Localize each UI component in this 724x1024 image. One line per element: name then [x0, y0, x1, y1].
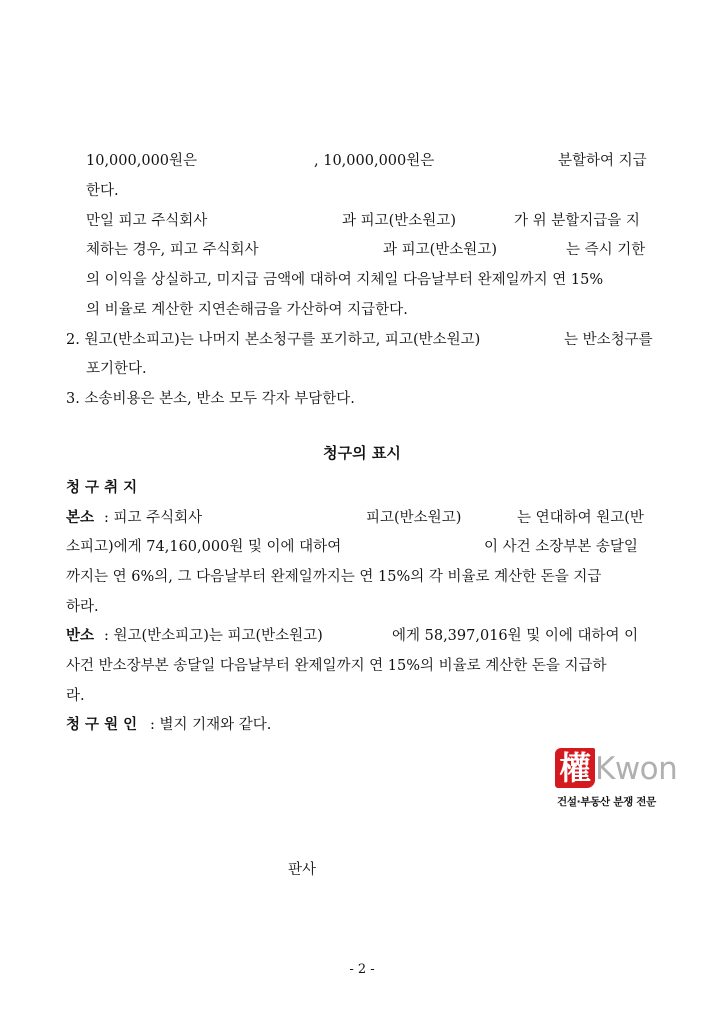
- counter-line-2: [66, 656, 657, 676]
- page-number: - 2 -: [349, 962, 375, 977]
- line-3c: 가 위 분할지급을 지: [514, 213, 640, 229]
- main-line-2b: 이 사건 소장부본 송달일: [484, 539, 638, 555]
- line-4a: 체하는 경우, 피고 주식회사: [86, 242, 259, 258]
- main-line-1c: 는 연대하여 원고(반: [517, 510, 644, 526]
- line-5-text: 의 이익을 상실하고, 미지급 금액에 대하여 지체일 다음날부터 완제일까지 연 15%: [86, 272, 604, 288]
- main-line-3-text: 까지는 연 6%의, 그 다음날부터 완제일까지는 연 15%의 각 비율로 계산한 돈을 지급: [66, 569, 602, 585]
- counter-claim-label: 반소: [66, 628, 95, 644]
- seal-mark: 權: [555, 748, 595, 788]
- line-1a: 10,000,000원은: [86, 153, 198, 169]
- line-3b: 과 피고(반소원고): [342, 213, 456, 229]
- judge-label: 판사: [288, 862, 317, 878]
- brand-name: Kwon: [595, 751, 678, 787]
- line-3a: 만일 피고 주식회사: [86, 213, 208, 229]
- counter-line-2-text: 사건 반소장부본 송달일 다음날부터 완제일까지 연 15%의 비율로 계산한 돈을 지급하: [66, 658, 607, 674]
- line-7b: 는 반소청구를: [564, 332, 653, 348]
- line-5: [86, 270, 657, 290]
- counter-line-3: 라.: [66, 688, 85, 704]
- main-line-2a: 소피고)에게 74,160,000원 및 이에 대하여: [66, 539, 342, 555]
- cause-text: : 별지 기재와 같다.: [150, 717, 272, 733]
- line-6: 의 비율로 계산한 지연손해금을 가산하여 지급한다.: [86, 302, 408, 318]
- line-2: 한다.: [86, 183, 119, 199]
- brand-tagline: 건설·부동산 분쟁 전문: [557, 796, 656, 808]
- line-4b: 과 피고(반소원고): [383, 242, 497, 258]
- counter-line-1a: : 원고(반소피고)는 피고(반소원고): [104, 628, 323, 644]
- claim-heading: 청구의 표시: [323, 444, 401, 462]
- main-line-1a: : 피고 주식회사: [104, 510, 203, 526]
- line-1c: 분할하여 지급: [558, 153, 647, 169]
- cause-label: 청 구 원 인: [66, 717, 138, 733]
- kwon-logo: [555, 748, 678, 812]
- line-8: 포기한다.: [86, 361, 147, 377]
- line-4c: 는 즉시 기한: [566, 242, 646, 258]
- line-1b: , 10,000,000원은: [314, 153, 435, 169]
- main-claim-label: 본소: [66, 510, 95, 526]
- purpose-label: 청 구 취 지: [66, 480, 138, 496]
- main-line-4: 하라.: [66, 599, 99, 615]
- line-7a: 2. 원고(반소피고)는 나머지 본소청구를 포기하고, 피고(반소원고): [66, 332, 481, 348]
- main-line-3: [66, 567, 657, 587]
- counter-line-1b: 에게 58,397,016원 및 이에 대하여 이: [392, 628, 639, 644]
- main-line-1b: 피고(반소원고): [366, 510, 462, 526]
- line-9: 3. 소송비용은 본소, 반소 모두 각자 부담한다.: [66, 391, 355, 407]
